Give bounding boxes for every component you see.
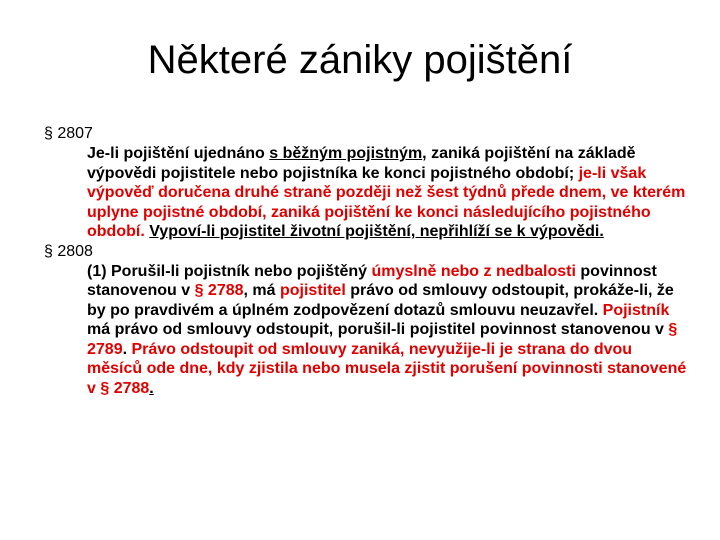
text-run: má právo od smlouvy odstoupit, porušil-li pojistitel povinnost stanovenou v (87, 321, 669, 338)
text-run: . (149, 379, 154, 397)
text-run: . (122, 340, 132, 358)
highlighted-text: úmyslně nebo z nedbalosti (371, 262, 576, 280)
text-run: , má (243, 282, 280, 299)
text-run: (1) Porušil-li pojistník nebo pojištěný (87, 262, 372, 280)
highlighted-text: je-li však výpověď doručena druhé straně později než šest týdnů přede dnem, ve kterém uplyne pojistné období, zaniká pojištění ke konci následujícího pojistného období. (87, 164, 686, 240)
text-run: povinnost stanovenou v (87, 262, 657, 299)
section-reference: § 2788 (194, 282, 244, 299)
section-paragraph-2808 (87, 262, 687, 399)
text-run: , zaniká pojištění na základě výpovědi pojistitele nebo pojistníka ke konci pojistného období; (87, 145, 636, 182)
section-heading-2808: § 2808 (44, 242, 93, 260)
highlighted-text: Pojistník (602, 301, 670, 319)
underlined-term: s běžným pojistným (269, 145, 423, 162)
highlighted-text: Právo odstoupit od smlouvy zaniká, nevyužije-li je strana do dvou měsíců ode dne, kdy zjistila nebo musela zjistit porušení povinnosti stanovené v § 2788 (87, 340, 687, 397)
section-paragraph-2807 (87, 144, 687, 242)
underlined-sentence: Vypoví-li pojistitel životní pojištění, nepřihlíží se k výpovědi. (149, 223, 604, 240)
slide-title: Některé zániky pojištění (147, 38, 573, 82)
highlighted-text: pojistitel (279, 282, 346, 299)
slide-content (44, 124, 694, 398)
text-run: právo od smlouvy odstoupit, prokáže-li, že by po pravdivém a úplném zodpovězení dotazů smlouvu neuzavřel. (87, 282, 674, 319)
text-run: Je-li pojištění ujednáno (87, 145, 270, 162)
section-reference: § 2789 (87, 321, 678, 358)
section-heading-2807: § 2807 (44, 125, 93, 142)
